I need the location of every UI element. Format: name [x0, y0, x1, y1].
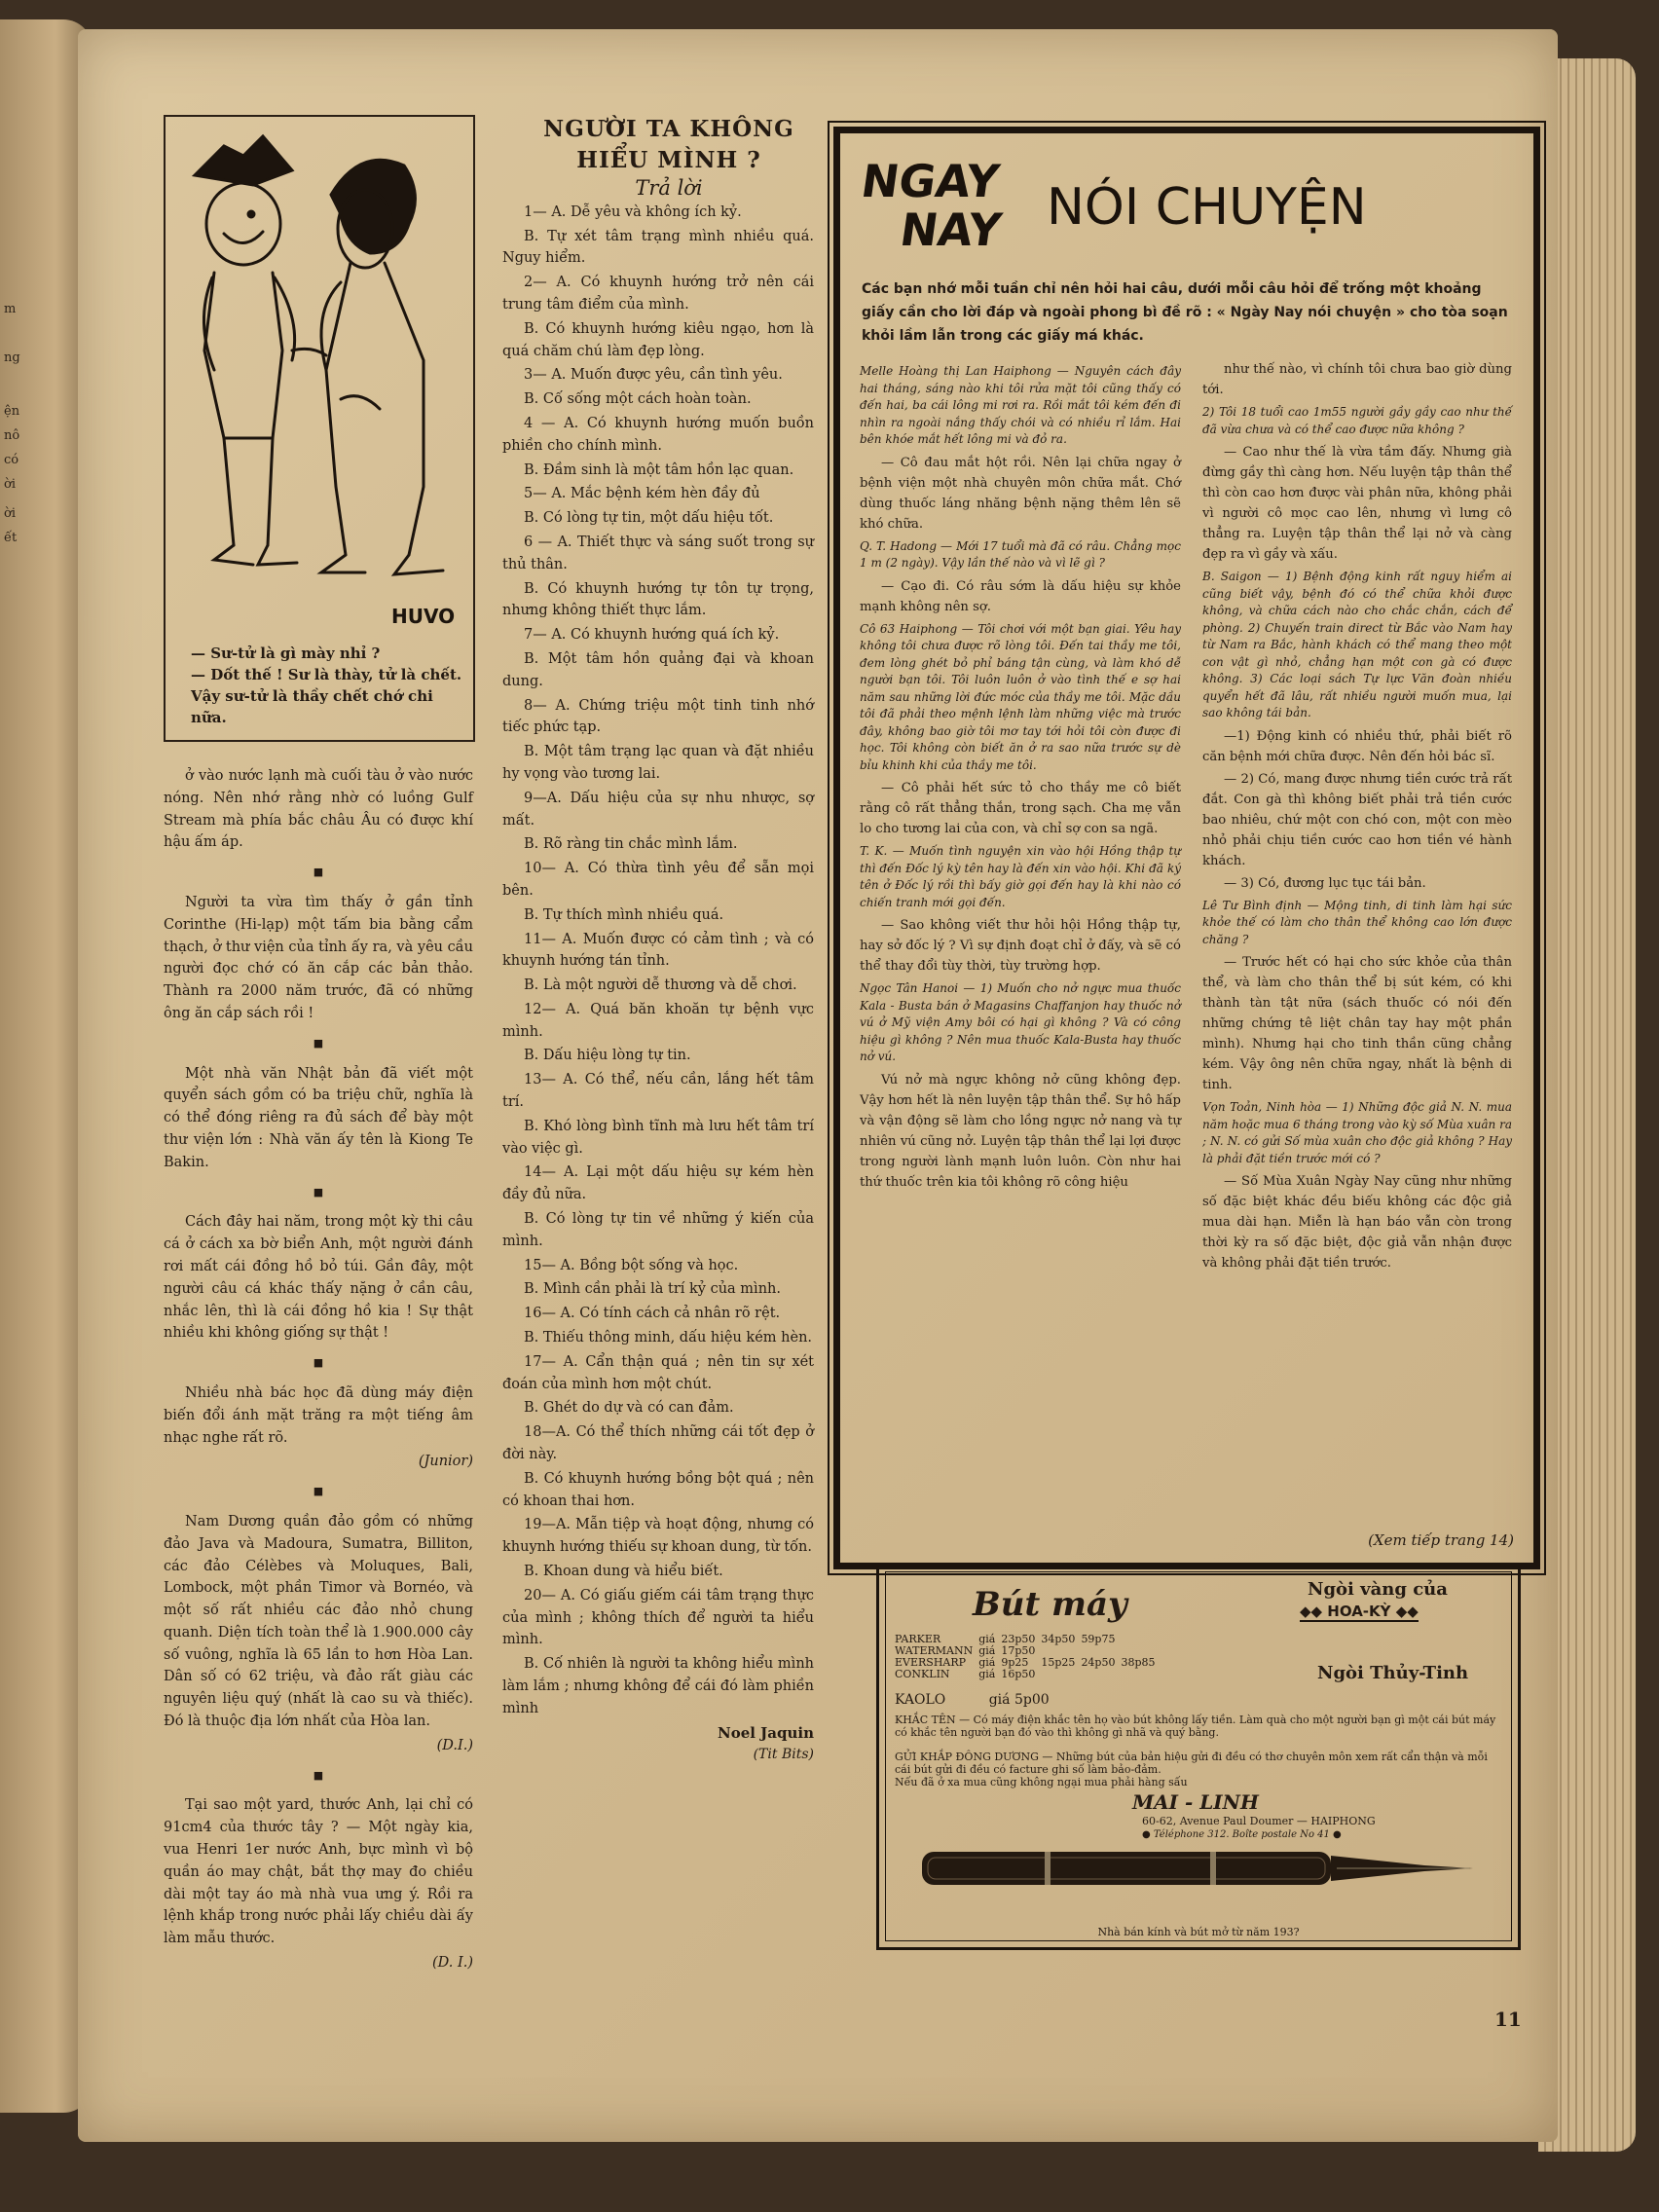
section-separator: ■: [313, 866, 324, 879]
editor-answer: — Cô đau mắt hột rồi. Nên lại chữa ngay ở bệnh viện một nhà chuyên môn chữa mắt. Chớ dùng thuốc láng nhăng bệnh nặng thêm lên sẽ khó chữa.: [860, 455, 1181, 532]
reader-question: 2) Tôi 18 tuổi cao 1m55 người gầy gầy cao như thế đã vừa chưa và có thể cao được nữa không ?: [1202, 405, 1512, 436]
news-paragraph: Người ta vừa tìm thấy ở gần tỉnh Corinthe (Hi-lạp) một tấm bia bằng cẩm thạch, ở thư viện của tỉnh ấy ra, và yêu cầu người đọc chớ có ăn cắp các bản thảo. Thành ra 2000 năm trước, đã có những ông ăn cắp sách rồi !: [164, 894, 473, 1021]
item-source: (D. I.): [432, 1955, 473, 1972]
shop-phone: ● Téléphone 312. Boîte postale No 41 ●: [1142, 1829, 1342, 1840]
answer-line: B. Ghét do dự và có can đảm.: [524, 1400, 734, 1417]
pen-price: 24p50: [1081, 1656, 1116, 1669]
answer-line: B. Cố nhiên là người ta không hiểu mình làm lắm ; nhưng không để cái đó làm phiền mình: [502, 1656, 814, 1716]
item-source: (Junior): [418, 1454, 473, 1470]
reader-question: Melle Hoàng thị Lan Haiphong — Nguyên cách đây hai tháng, sáng nào khi tôi rửa mặt tôi cũng thấy có đến hai, ba cái lông mi rơi ra. Rồi mắt tôi kém đến đi nhìn ra ngoài nắng thấy chói và có nhiều rỉ lắm. Hai bên khóe mắt hết lông mi và đỏ ra.: [860, 364, 1181, 446]
answer-line: B. Cố sống một cách hoàn toàn.: [524, 391, 752, 408]
pen-advertisement: [876, 1563, 1521, 1950]
section-separator: ■: [313, 1356, 324, 1370]
section-separator: ■: [313, 1485, 324, 1498]
article-author: Noel Jaquin: [718, 1723, 814, 1742]
editor-answer: — 3) Có, đương lục tục tái bản.: [1224, 875, 1426, 891]
pen-price: 9p25: [1001, 1656, 1029, 1669]
news-paragraph: Tại sao một yard, thước Anh, lại chỉ có 91cm4 của thước tây ? — Một ngày kia, vua Henri 1er nước Anh, bực mình vì bộ quần áo may chật, bắt thợ may đo chiều dài một tay áo mà nhà vua ưng ý. Rồi ra lệnh khắp trong nước phải lấy chiều dài ấy làm mẫu thước.: [164, 1797, 473, 1947]
column-intro: Các bạn nhớ mỗi tuần chỉ nên hỏi hai câu, dưới mỗi câu hỏi để trống một khoảng giấy cần cho lời đáp và ngoài phong bì đề rõ : « Ngày Nay nói chuyện » cho tòa soạn khỏi lầm lẫn trong các giấy má khác.: [862, 281, 1508, 344]
page-number: 11: [1494, 2008, 1522, 2031]
answer-line: B. Khoan dung và hiểu biết.: [524, 1564, 723, 1580]
ad-shipping-text: GỬI KHẮP ĐÔNG DƯƠNG — Những bút của bản hiệu gửi đi đều có thơ chuyên môn xem rất cẩn thận và mỗi cái bút gửi đi đều có facture ghi số làm bảo-đảm.: [895, 1751, 1488, 1776]
price-row: [895, 1669, 1161, 1680]
pen-price: giá: [978, 1644, 996, 1657]
answer-line: B. Có khuynh hướng kiêu ngạo, hơn là quá chăm chú làm đẹp lòng.: [502, 320, 814, 359]
answer-line: 20— A. Có giấu giếm cái tâm trạng thực của mình ; không thích để người ta hiểu mình.: [502, 1587, 814, 1648]
kaolo-row: [895, 1694, 1050, 1707]
answer-line: 7— A. Có khuynh hướng quá ích kỷ.: [524, 627, 780, 644]
article-answers: [502, 202, 814, 1720]
section-separator: ■: [313, 1036, 324, 1050]
answer-line: 16— A. Có tính cách cả nhân rõ rệt.: [524, 1306, 781, 1322]
news-paragraph: Một nhà văn Nhật bản đã viết một quyển sách gồm có ba triệu chữ, nghĩa là có thể đóng riêng ra đủ sách để bày một thư viện lớn : Nhà văn ấy tên là Kiong Te Bakin.: [164, 1065, 473, 1170]
left-fragment: ng: [4, 350, 20, 365]
middle-column: [502, 115, 814, 1766]
pen-price: giá: [978, 1668, 996, 1680]
pen-price: 16p50: [1001, 1668, 1036, 1680]
answer-line: 4 — A. Có khuynh hướng muốn buồn phiền cho chính mình.: [502, 415, 814, 454]
left-fragment: ời: [4, 477, 16, 492]
answer-line: B. Tự xét tâm trạng mình nhiều quá. Nguy hiểm.: [502, 228, 814, 267]
fountain-pen-icon: [918, 1838, 1483, 1897]
answer-line: B. Có lòng tự tin, một dấu hiệu tốt.: [524, 510, 774, 527]
answer-line: 3— A. Muốn được yêu, cần tình yêu.: [524, 367, 783, 384]
caption-line: — Dốt thế ! Sư là thày, tử là chết. Vậy sư-tử là thầy chết chớ chi nữa.: [191, 666, 462, 726]
pen-price: giá: [978, 1656, 996, 1669]
answer-line: B. Có lòng tự tin về những ý kiến của mình.: [502, 1211, 814, 1249]
editor-answer: — Sao không viết thư hỏi hội Hồng thập tự, hay sở đốc lý ? Vì sự định đoạt chỉ ở đấy, và sẽ có thể thay đổi tùy thời, tùy trường hợp.: [860, 918, 1181, 974]
ad-footer: Nhà bán kính và bút mở từ năm 193?: [1097, 1926, 1300, 1938]
section-separator: ■: [313, 1185, 324, 1198]
pen-price: 38p85: [1121, 1656, 1156, 1669]
reader-question: Vọn Toản, Ninh hòa — 1) Những độc giả N. N. mua năm hoặc mua 6 tháng trong vào kỳ số Mùa xuân ra ; N. N. có gửi Số mùa xuân cho độc giả không ? Hay là phải đặt tiền trước mới có ?: [1202, 1100, 1512, 1165]
answer-line: 13— A. Có thể, nếu cần, lắng hết tâm trí.: [502, 1072, 814, 1111]
answer-line: B. Có khuynh hướng tự tôn tự trọng, nhưng không thiết thực lắm.: [502, 580, 814, 619]
answer-line: B. Khó lòng bình tĩnh mà lưu hết tâm trí vào việc gì.: [502, 1118, 814, 1157]
reader-question: Cô 63 Haiphong — Tôi chơi với một bạn giai. Yêu hay không tôi chưa được rõ lòng tôi. Đến tai thầy me tôi, đem lòng ghét bỏ phỉ báng tận cùng, và làm khó dễ người bạn tôi. Tôi luôn luôn ở vào tình thế e sợ hai năm sau những lời đức móc của thầy me tôi. Mặc dầu tôi đã phải theo mệnh lệnh làm những việc mà trước đây, không bao giờ tôi mơ tay tới hỏi tôi còn được đi học. Tôi không còn biết ăn ở ra sao nữa trước sự dè bỉu khinh khi của thầy me tôi.: [860, 621, 1181, 772]
kaolo-price: giá 5p00: [988, 1692, 1050, 1708]
left-fragment: ện: [4, 404, 20, 419]
answer-line: 12— A. Quá băn khoăn tự bệnh vực mình.: [502, 1001, 814, 1040]
cartoon-panel: [164, 115, 475, 742]
reader-question: Lê Tư Bình định — Mộng tinh, di tinh làm hại sức khỏe thế có làm cho thân thể không cao lớn được chăng ?: [1202, 898, 1512, 946]
caption-line: — Sư-tử là gì mày nhỉ ?: [191, 645, 381, 662]
price-table: [895, 1634, 1161, 1680]
answer-line: B. Mình cần phải là trí kỷ của mình.: [524, 1281, 781, 1298]
ad-heading-gold: Ngòi vàng của: [1308, 1579, 1448, 1600]
pen-price: giá: [978, 1633, 996, 1645]
section-separator: ■: [313, 1768, 324, 1782]
answer-line: 15— A. Bồng bột sống và học.: [524, 1257, 739, 1273]
reader-question: T. K. — Muốn tình nguyện xin vào hội Hồng thập tự thì đến Đốc lý kỳ tên hay là đến xin vào hội. Khi đã ký tên ở Đốc lý rồi thì bấy giờ gọi đến hay là khi nào có chiến tranh mới gọi đến.: [860, 844, 1181, 909]
left-fragment: nô: [4, 428, 20, 443]
answer-line: B. Một tâm trạng lạc quan và đặt nhiều hy vọng vào tương lai.: [502, 744, 814, 782]
pen-price: 17p50: [1001, 1644, 1036, 1657]
answer-line: B. Tự thích mình nhiều quá.: [524, 906, 724, 923]
ad-heading-hoaky: ◆◆ HOA-KỲ ◆◆: [1300, 1603, 1419, 1620]
kaolo-label: KAOLO: [895, 1692, 946, 1708]
item-source: (D.I.): [436, 1737, 473, 1753]
logo-nay: NAY: [897, 203, 1005, 256]
left-fragment: ời: [4, 506, 16, 521]
cartoon-signature: HUVO: [391, 605, 456, 628]
answer-line: B. Thiếu thông minh, dấu hiệu kém hèn.: [524, 1330, 813, 1346]
news-paragraph: Nhiều nhà bác học đã dùng máy điện biến đổi ánh mặt trăng ra một tiếng âm nhạc nghe rất rõ.: [164, 1384, 473, 1446]
answer-line: B. Một tâm hồn quảng đại và khoan dung.: [502, 650, 814, 689]
logo-ngay: NGAY: [858, 155, 1003, 207]
answer-line: 11— A. Muốn được có cảm tình ; và có khuynh hướng tán tỉnh.: [502, 931, 814, 970]
answer-line: 8— A. Chứng triệu một tinh tinh nhớ tiếc phức tạp.: [502, 697, 814, 736]
editor-answer: — Cạo đi. Có râu sớm là dấu hiệu sự khỏe mạnh không nên sợ.: [860, 578, 1181, 614]
article-source: (Tit Bits): [753, 1747, 814, 1763]
answer-line: B. Là một người dễ thương và dễ chơi.: [524, 977, 797, 994]
pen-price: 34p50: [1041, 1633, 1076, 1645]
news-paragraph: ở vào nước lạnh mà cuối tàu ở vào nước nóng. Nên nhớ rằng nhờ có luồng Gulf Stream mà phía bắc châu Âu có được khí hậu ấm áp.: [164, 768, 473, 851]
answer-line: B. Đầm sinh là một tâm hồn lạc quan.: [524, 461, 794, 478]
answer-line: 17— A. Cẩn thận quá ; nên tin sự xét đoán của mình hơn một chút.: [502, 1353, 814, 1392]
answer-line: 9—A. Dấu hiệu của sự nhu nhược, sợ mất.: [502, 790, 814, 829]
column-title: NÓI CHUYỆN: [1047, 178, 1367, 237]
ad-note-text: Nếu đã ở xa mua cũng không ngại mua phải hàng sấu: [895, 1776, 1188, 1788]
article-title-line1: NGƯỜI TA KHÔNG: [543, 116, 794, 142]
pen-brand: EVERSHARP: [895, 1656, 967, 1669]
pen-price: 15p25: [1041, 1656, 1076, 1669]
answer-line: 10— A. Có thừa tình yêu để sẵn mọi bên.: [502, 861, 814, 899]
answer-line: 5— A. Mắc bệnh kém hèn đầy đủ: [524, 486, 760, 502]
cartoon-illustration: [166, 117, 473, 633]
cartoon-caption: [191, 643, 463, 728]
editor-answer: —1) Động kinh có nhiều thứ, phải biết rõ căn bệnh mới chữa được. Nên đến hỏi bác sĩ.: [1202, 728, 1512, 764]
editor-answer: — Cô phải hết sức tỏ cho thầy me cô biết rằng cô rất thẳng thắn, trong sạch. Cha mẹ vẫn lo cho tương lai của con, và chỉ sợ con sa ngã.: [860, 781, 1181, 836]
left-column: [164, 765, 473, 1976]
answer-line: B. Rõ ràng tin chắc mình lắm.: [524, 836, 738, 853]
advice-column-box: [833, 127, 1540, 1569]
answer-line: 19—A. Mẫn tiệp và hoạt động, nhưng có khuynh hướng thiếu sự khoan dung, từ tốn.: [502, 1517, 814, 1556]
advice-col-2: [1202, 359, 1512, 1275]
news-paragraph: Cách đây hai năm, trong một kỳ thi câu cá ở cách xa bờ biển Anh, một người đánh rơi mất cái đồng hồ bỏ túi. Gần đây, một người câu cá khác thấy nặng ở cần câu, nhắc lên, thì là cái đồng hồ kia ! Sự thật nhiều khi không giống sự thật !: [164, 1214, 473, 1342]
article-subtitle: Trả lời: [635, 176, 703, 200]
editor-answer: — Trước hết có hại cho sức khỏe của thân thể, và làm cho thân thể bị sút kém, có khi thành tàn tật nữa (sách thuốc có nói đến những chứng tê liệt chân tay hay một phần mình). Nhưng hại cho tinh thần cũng chẳng kém. Vậy ông nên chữa ngay, nhất là bệnh di tinh.: [1202, 955, 1512, 1092]
pen-brand: PARKER: [895, 1633, 941, 1645]
left-fragment: có: [4, 453, 19, 467]
left-fragment: ết: [4, 531, 18, 545]
left-fragment: m: [4, 302, 17, 316]
ad-heading-glass: Ngòi Thủy-Tinh: [1317, 1663, 1469, 1683]
answer-line: 1— A. Dễ yêu và không ích kỷ.: [524, 203, 742, 220]
editor-answer: — Cao như thế là vừa tầm đấy. Nhưng già đừng gầy thì càng hơn. Nếu luyện tập thân thể thì còn cao hơn được vài phân nữa, không phải vì người cô mọc cao lên, nhưng vì lưng cô thẳng ra. Luyện tập thân thể lại nở và càng đẹp ra vì gầy và xấu.: [1202, 445, 1512, 562]
pen-price: [1041, 1669, 1081, 1680]
editor-answer: — Số Mùa Xuân Ngày Nay cũng như những số đặc biệt khác đều biếu không các độc giả mua dài hạn. Miễn là hạn báo vẫn còn trong thời kỳ ra số đặc biệt, độc giả vẫn nhận được và không phải đặt tiền trước.: [1202, 1174, 1512, 1271]
editor-answer: Vú nở mà ngực không nở cũng không đẹp. Vậy hơn hết là nên luyện tập thân thể. Sự hô hấp và vận động sẽ làm cho lồng ngực nở nang và tự nhiên vú cũng nở. Luyện tập thân thể lại lợi được trong người lành mạnh luôn luôn. Còn như hai thứ thuốc trên kia tôi không rõ công hiệu: [860, 1072, 1181, 1190]
news-paragraph: Nam Dương quần đảo gồm có những đảo Java và Madoura, Sumatra, Billiton, các đảo Célèbes và Moluques, Bali, Lombock, một phần Timor và Bornéo, và một số rất nhiều các đảo nhỏ chung quanh. Diện tích toàn thể là 1.900.000 cây số vuông, nghĩa là 65 lần to hơn Hòa Lan. Dân số có 62 triệu, và đảo rất giàu các nguyên liệu quý (nhất là cao su và thiếc). Đó là thuộc địa lớn nhất của Hòa lan.: [164, 1513, 473, 1730]
answer-line: 14— A. Lại một dấu hiệu sự kém hèn đầy đủ nữa.: [502, 1164, 814, 1203]
pen-price: 59p75: [1081, 1633, 1116, 1645]
answer-line: B. Dấu hiệu lòng tự tin.: [524, 1048, 691, 1064]
shop-name: MAI - LINH: [1132, 1790, 1259, 1814]
editor-answer: — 2) Có, mang được nhưng tiền cước trả rất đắt. Con gà thì không biết phải trả tiền cước bao nhiêu, chứ một con chó con, một con mèo nhỏ phải chịu tiền cước cao hơn tiền vé hành khách.: [1202, 771, 1512, 868]
pen-price: 23p50: [1001, 1633, 1036, 1645]
ad-engrave-text: KHẮC TÊN — Có máy điện khắc tên họ vào bút không lấy tiền. Làm quà cho một người bạn gì một cái bút máy có khắc tên người bạn đó vào thì không gì nhã và quý bằng.: [895, 1714, 1496, 1739]
answer-line: 6 — A. Thiết thực và sáng suốt trong sự thủ thân.: [502, 534, 814, 572]
advice-col-1: [860, 359, 1181, 1195]
reader-question: Q. T. Hadong — Mới 17 tuổi mà đã có râu. Chẳng mọc 1 m (2 ngày). Vậy lần thế nào và vì lẽ gì ?: [860, 538, 1181, 570]
reader-question: Ngọc Tân Hanoi — 1) Muốn cho nở ngực mua thuốc Kala - Busta bán ở Magasins Chaffanjon hay thuốc nở vú ở Mỹ viện Amy bôi có hại gì không ? Và có công hiệu gì không ? Nên mua thuốc Kala-Busta hay thuốc nở vú.: [860, 981, 1181, 1063]
shop-address: 60-62, Avenue Paul Doumer — HAIPHONG: [1142, 1815, 1376, 1827]
editor-answer: như thế nào, vì chính tôi chưa bao giờ dùng tới.: [1202, 362, 1512, 397]
article-title-line2: HIỂU MÌNH ?: [576, 147, 761, 173]
reader-question: B. Saigon — 1) Bệnh động kinh rất nguy hiểm ai cũng biết vậy, bệnh đó có thể chữa khỏi được không, và chữa cách nào cho chắc chắn, cách để phòng. 2) Chuyến train direct từ Bắc vào Nam hay từ Nam ra Bắc, hành khách có thể mang theo một con vật gì nhỏ, chẳng hạn một con gà có được không. 3) Các loại sách Tự lực Văn đoàn nhiều quyển hết đã lâu, rất nhiều người muốn mua, lại sao không tái bản.: [1202, 570, 1512, 719]
pen-brand: CONKLIN: [895, 1668, 950, 1680]
answer-line: 18—A. Có thể thích những cái tốt đẹp ở đời này.: [502, 1424, 814, 1463]
ad-title: Bút máy: [973, 1585, 1127, 1624]
pen-price: [1081, 1669, 1121, 1680]
pen-brand: WATERMANN: [895, 1644, 974, 1657]
answer-line: B. Có khuynh hướng bồng bột quá ; nên có khoan thai hơn.: [502, 1470, 814, 1509]
answer-line: 2— A. Có khuynh hướng trở nên cái trung tâm điểm của mình.: [502, 275, 814, 313]
continued-note: (Xem tiếp trang 14): [1368, 1531, 1514, 1549]
